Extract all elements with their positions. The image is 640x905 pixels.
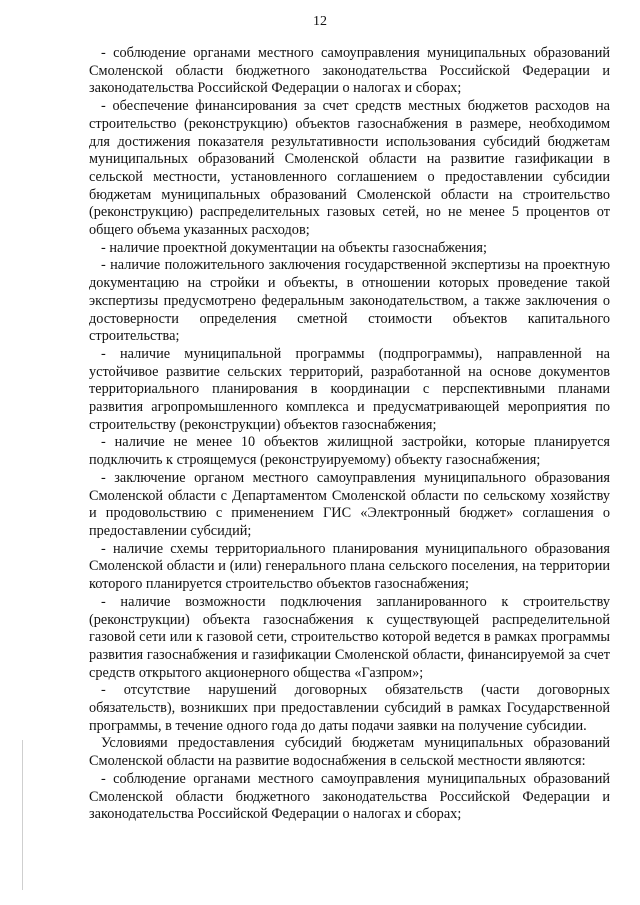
paragraph-water-supply-conditions: Условиями предоставления субсидий бюджетам муниципальных образований Смоленской области на развитие водоснабжения в сельской местности являются: xyxy=(89,735,610,770)
paragraph-connection-possibility: - наличие возможности подключения запланированного к строительству (реконструкции) объекта газоснабжения к существующей распределительной газовой сети или к газовой сети, строительство которой ведется в рамках программы развития газоснабжения и газификации Смоленской области, финансируемой за счет средств открытого акционерного общества «Газпром»; xyxy=(89,593,610,681)
paragraph-budget-compliance-water: - соблюдение органами местного самоуправления муниципальных образований Смоленской области бюджетного законодательства Российской Федерации и законодательства Российской Федерации о налогах и сборах; xyxy=(89,770,610,823)
paragraph-budget-compliance: - соблюдение органами местного самоуправления муниципальных образований Смоленской области бюджетного законодательства Российской Федерации и законодательства Российской Федерации о налогах и сборах; xyxy=(89,45,610,97)
page-number: 12 xyxy=(313,14,327,29)
paragraph-state-expertise: - наличие положительного заключения государственной экспертизы на проектную документацию на стройки и объекты, в отношении которых проведение такой экспертизы предусмотрено федеральным законодательством, а также заключения о достоверности определения сметной стоимости объектов капитального строительства; xyxy=(89,257,610,345)
paragraph-agreement: - заключение органом местного самоуправления муниципального образования Смоленской области с Департаментом Смоленской области по сельскому хозяйству и продовольствию с применением ГИС «Электронный бюджет» соглашения о предоставлении субсидий; xyxy=(89,469,610,539)
scan-edge-line xyxy=(22,740,23,890)
paragraph-project-documentation: - наличие проектной документации на объекты газоснабжения; xyxy=(101,239,487,256)
paragraph-local-financing: - обеспечение финансирования за счет средств местных бюджетов расходов на строительство (реконструкцию) объектов газоснабжения в размере, необходимом для достижения показателя результативности использования субсидий бюджетам муниципальных образований Смоленской области на развитие газификации в сельской местности, установленного соглашением о предоставлении субсидии бюджетам муниципальных образований Смоленской области на строительство (реконструкцию) распределительных газовых сетей, но не менее 5 процентов от общего объема указанных расходов; xyxy=(89,98,610,239)
paragraph-no-violations: - отсутствие нарушений договорных обязательств (части договорных обязательств), возникших при предоставлении субсидий в рамках Государственной программы, в течение одного года до даты подачи заявки на получение субсидии. xyxy=(89,682,610,734)
paragraph-municipal-program: - наличие муниципальной программы (подпрограммы), направленной на устойчивое развитие сельских территорий, разработанной на основе документов территориального планирования в координации с перспективными планами развития агропромышленного комплекса и предусматривающей мероприятия по строительству (реконструкции) объектов газоснабжения; xyxy=(89,345,610,433)
paragraph-housing-objects: - наличие не менее 10 объектов жилищной застройки, которые планируется подключить к строящемуся (реконструируемому) объекту газоснабжения; xyxy=(89,434,610,469)
paragraph-territorial-scheme: - наличие схемы территориального планирования муниципального образования Смоленской области и (или) генерального плана сельского поселения, на территории которого планируется строительство объектов газоснабжения; xyxy=(89,540,610,593)
document-body xyxy=(89,45,610,824)
